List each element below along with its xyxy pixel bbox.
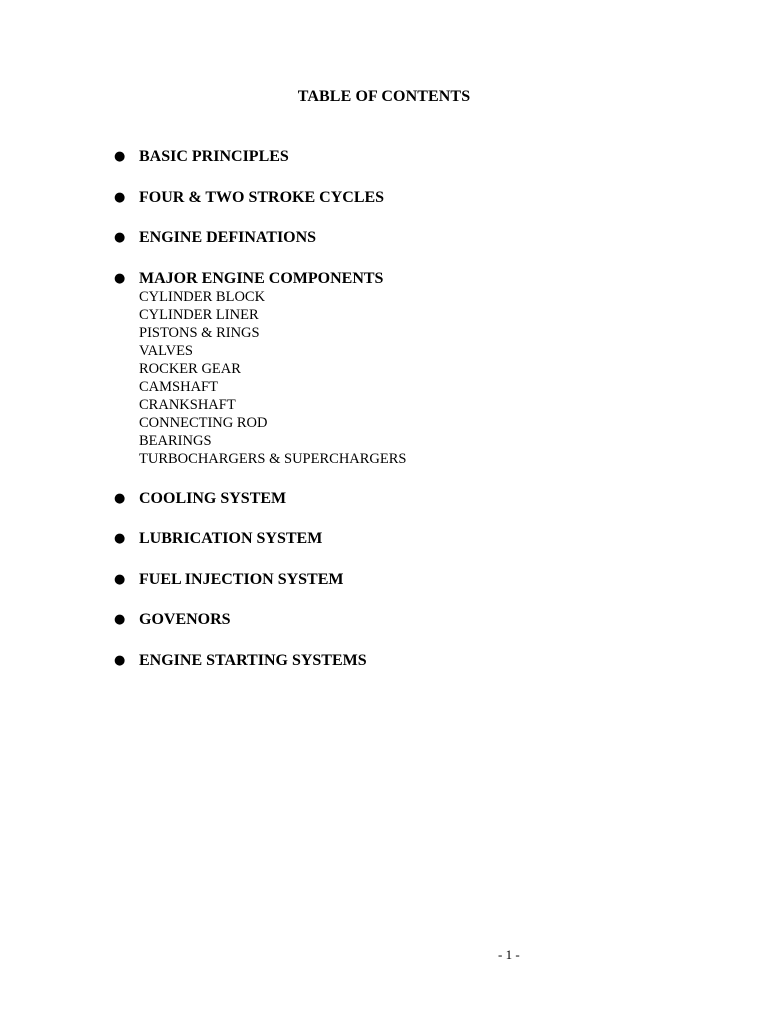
toc-item-lubrication-system <box>0 529 768 549</box>
toc-subitem: CRANKSHAFT <box>139 397 236 414</box>
toc-item-label: BASIC PRINCIPLES <box>139 148 289 165</box>
toc-subitem: VALVES <box>139 342 193 359</box>
toc-subitem: ROCKER GEAR <box>139 360 241 377</box>
toc-item-label: ENGINE DEFINATIONS <box>139 229 317 246</box>
toc-subitem: CYLINDER BLOCK <box>139 288 266 305</box>
toc-subitem: CAMSHAFT <box>139 378 218 395</box>
toc-sublist <box>139 288 768 469</box>
bullet-icon: ● <box>114 490 126 506</box>
bullet-icon: ● <box>114 189 126 205</box>
toc-item-label: COOLING SYSTEM <box>139 489 287 507</box>
bullet-icon: ● <box>114 652 126 668</box>
bullet-icon: ● <box>114 571 126 587</box>
page-title: TABLE OF CONTENTS <box>297 88 471 105</box>
toc-item-basic-principles <box>0 147 768 167</box>
toc-item-cooling-system <box>0 489 768 509</box>
bullet-icon: ● <box>114 531 126 547</box>
bullet-icon: ● <box>114 612 126 628</box>
toc-item-label: FOUR & TWO STROKE CYCLES <box>139 188 385 206</box>
toc-subitem: PISTONS & RINGS <box>139 324 260 341</box>
toc-item-label: GOVENORS <box>139 611 231 629</box>
toc-subitem: CONNECTING ROD <box>139 415 268 432</box>
bullet-icon: ● <box>114 230 126 245</box>
toc-item-engine-starting-systems <box>0 651 768 671</box>
toc-item-engine-definations <box>0 228 768 248</box>
bullet-icon: ● <box>114 270 126 286</box>
toc-item-govenors <box>0 610 768 630</box>
toc-item-four-two-stroke-cycles <box>0 188 768 208</box>
toc-item-label: ENGINE STARTING SYSTEMS <box>139 651 367 669</box>
page-number: - 1 - <box>498 947 520 962</box>
toc-item-label: MAJOR ENGINE COMPONENTS <box>139 269 384 287</box>
toc-item-label: LUBRICATION SYSTEM <box>139 530 323 548</box>
table-of-contents <box>0 147 768 691</box>
toc-item-label: FUEL INJECTION SYSTEM <box>139 570 344 588</box>
toc-item-major-engine-components <box>0 269 768 469</box>
toc-subitem: CYLINDER LINER <box>139 306 259 323</box>
toc-subitem: TURBOCHARGERS & SUPERCHARGERS <box>139 451 407 468</box>
bullet-icon: ● <box>114 149 126 164</box>
toc-item-fuel-injection-system <box>0 570 768 590</box>
toc-subitem: BEARINGS <box>139 433 212 450</box>
